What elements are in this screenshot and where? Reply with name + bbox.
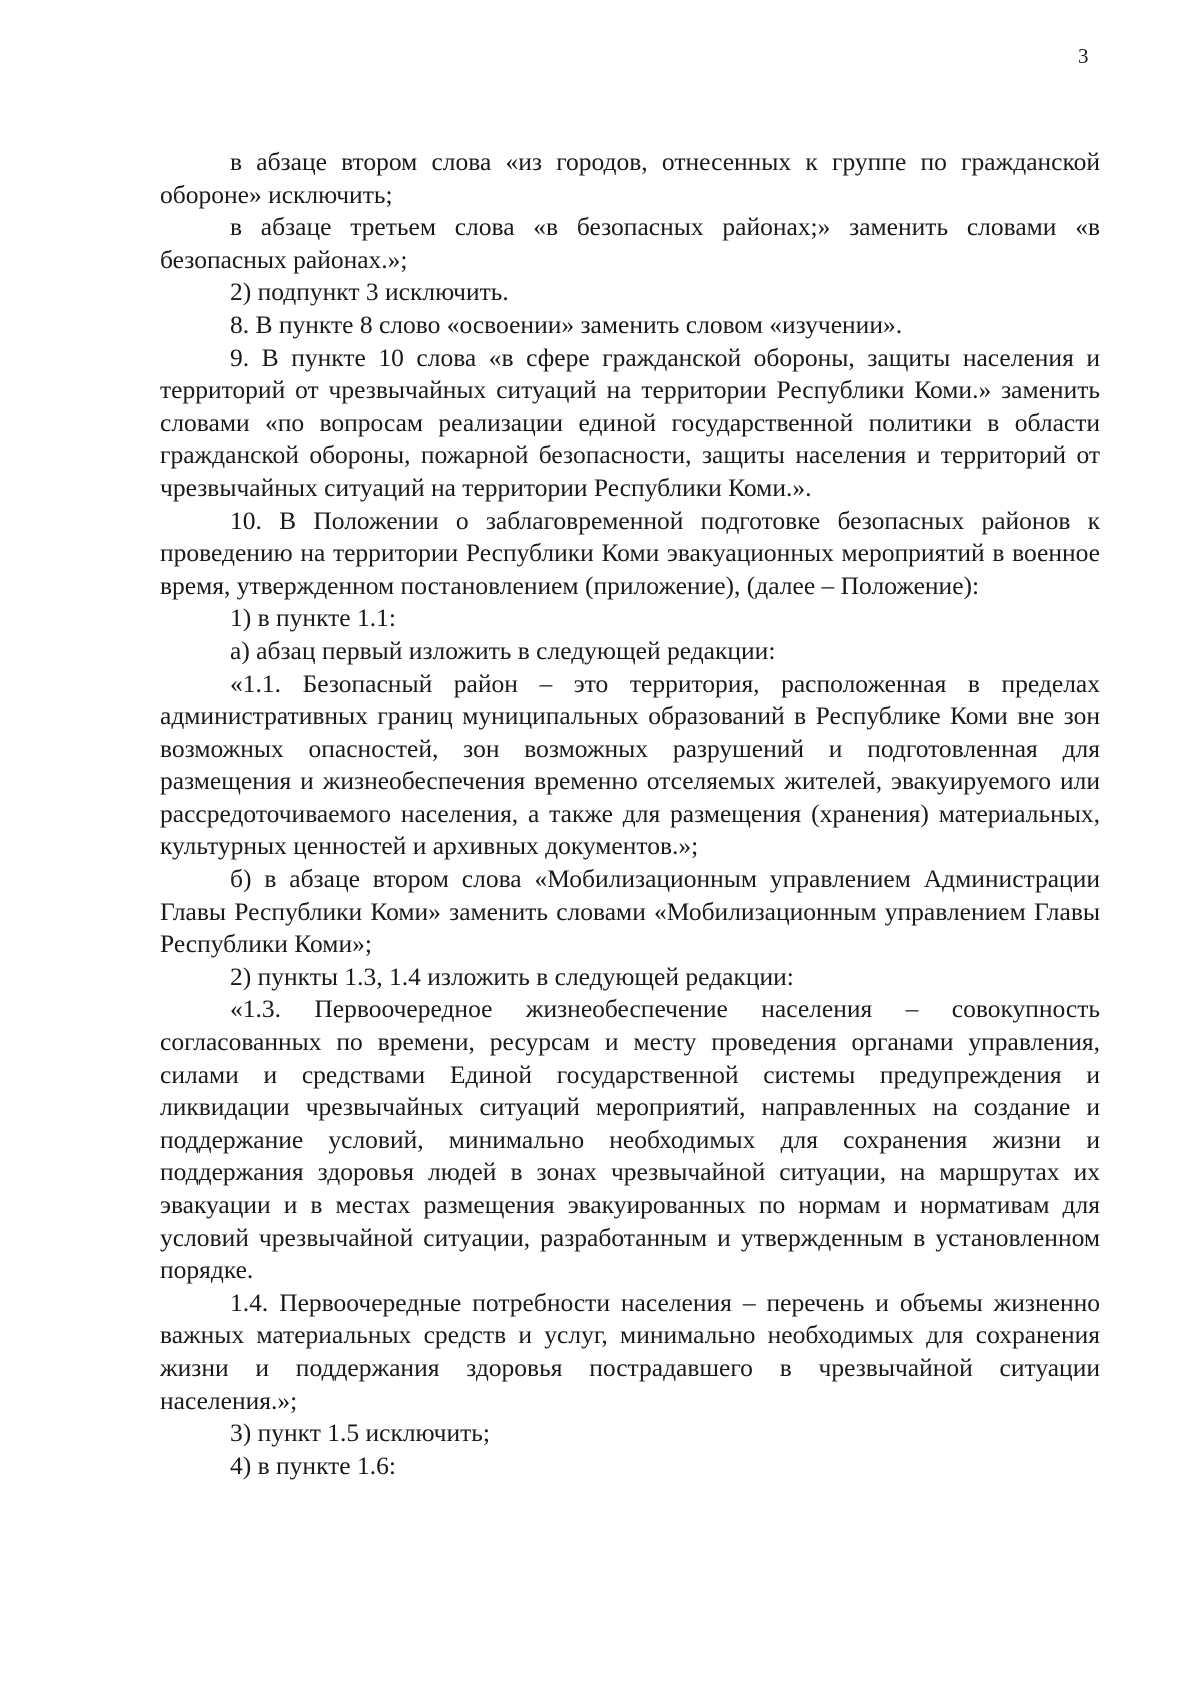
paragraph: в абзаце втором слова «из городов, отнесенных к группе по гражданской обороне» исключить; — [160, 147, 1100, 209]
paragraph: 10. В Положении о заблаговременной подготовке безопасных районов к проведению на территории Республики Коми эвакуационных мероприятий в военное время, утвержденном постановлением (приложение), (далее – Положение): — [160, 505, 1100, 600]
paragraph: в абзаце третьем слова «в безопасных районах;» заменить словами «в безопасных районах.»; — [160, 212, 1100, 274]
paragraph: «1.1. Безопасный район – это территория, расположенная в пределах административных границ муниципальных образований в Республике Коми вне зон возможных опасностей, зон возможных разрушений и подготовленная для размещения и жизнеобеспечения временно отселяемых жителей, эвакуируемого или рассредоточиваемого населения, а также для размещения (хранения) материальных, культурных ценностей и архивных документов.»; — [160, 668, 1100, 861]
paragraph: 1.4. Первоочередные потребности населения – перечень и объемы жизненно важных материальных средств и услуг, минимально необходимых для сохранения жизни и поддержания здоровья пострадавшего в чрезвычайной ситуации населения.»; — [160, 1287, 1100, 1415]
paragraph: б) в абзаце втором слова «Мобилизационным управлением Администрации Главы Республики Коми» заменить словами «Мобилизационным управлением Главы Республики Коми»; — [160, 864, 1100, 959]
paragraph: 4) в пункте 1.6: — [230, 1450, 396, 1480]
paragraph: 9. В пункте 10 слова «в сфере гражданской обороны, защиты населения и территорий от чрезвычайных ситуаций на территории Республики Коми.» заменить словами «по вопросам реализации единой государственной политики в области гражданской обороны, пожарной безопасности, защиты населения и территорий от чрезвычайных ситуаций на территории Республики Коми.». — [160, 342, 1100, 502]
paragraph: 3) пункт 1.5 исключить; — [230, 1418, 490, 1448]
paragraph: 2) пункты 1.3, 1.4 изложить в следующей редакции: — [230, 961, 794, 991]
paragraph: 8. В пункте 8 слово «освоении» заменить словом «изучении». — [230, 309, 903, 339]
document-body — [160, 146, 1100, 1482]
paragraph: а) абзац первый изложить в следующей редакции: — [230, 635, 776, 665]
paragraph: 1) в пункте 1.1: — [230, 603, 396, 633]
paragraph: «1.3. Первоочередное жизнеобеспечение населения – совокупность согласованных по времени, ресурсам и месту проведения органами управления, силами и средствами Единой государственной системы предупреждения и ликвидации чрезвычайных ситуаций мероприятий, направленных на создание и поддержание условий, минимально необходимых для сохранения жизни и поддержания здоровья людей в зонах чрезвычайной ситуации, на маршрутах их эвакуации и в местах размещения эвакуированных по нормам и нормативам для условий чрезвычайной ситуации, разработанным и утвержденным в установленном порядке. — [160, 994, 1100, 1285]
paragraph: 2) подпункт 3 исключить. — [230, 277, 509, 307]
page-number: 3 — [1078, 44, 1089, 68]
